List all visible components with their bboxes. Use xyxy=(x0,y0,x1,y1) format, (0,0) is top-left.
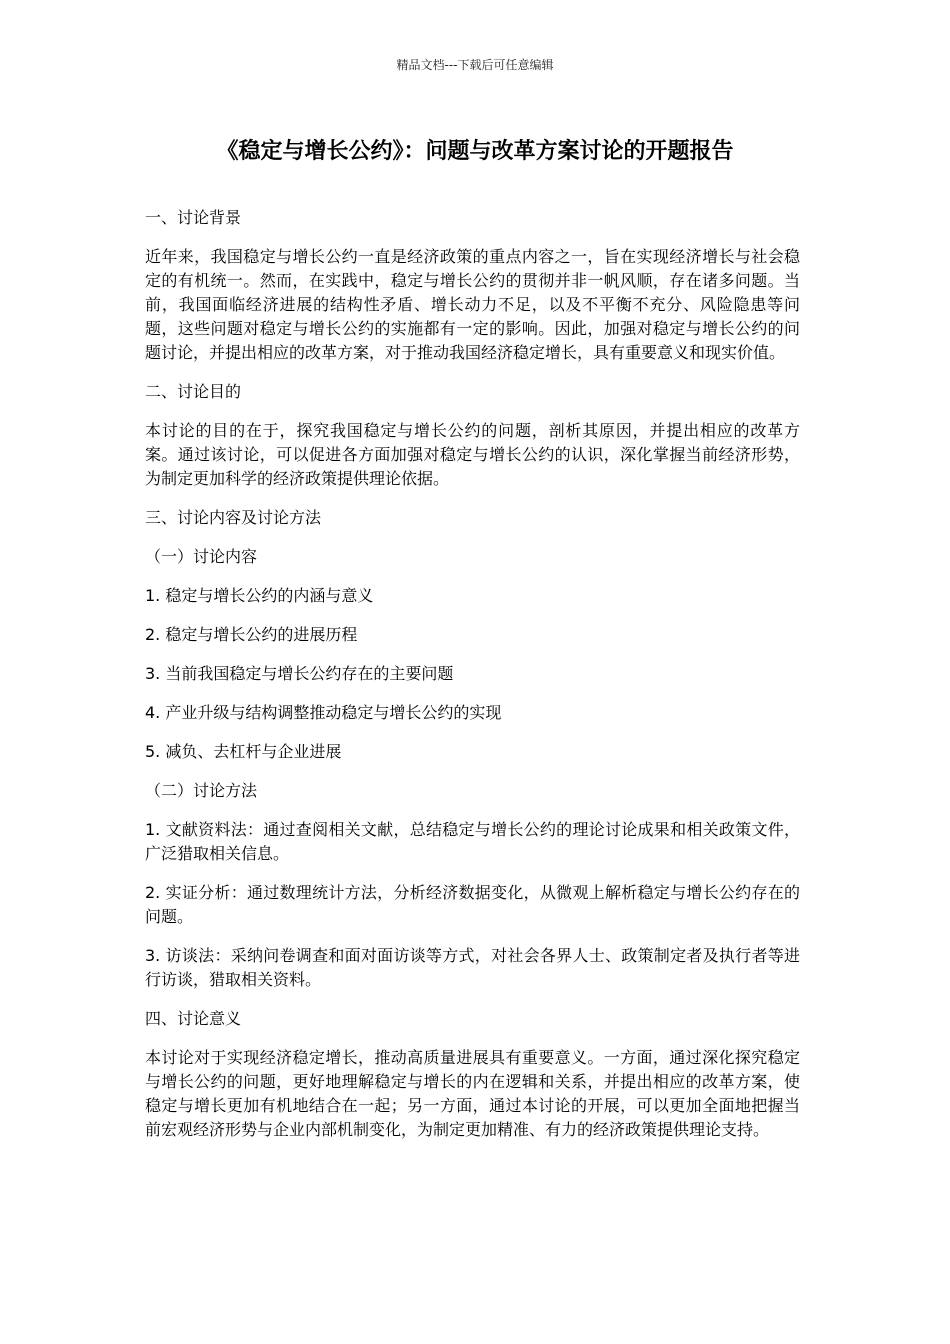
document-body xyxy=(145,206,800,1157)
header-note: 精品文档---下载后可任意编辑 xyxy=(396,58,554,72)
section-heading-significance: 四、讨论意义 xyxy=(145,1009,242,1028)
section-heading-purpose: 二、讨论目的 xyxy=(145,382,242,401)
paragraph-significance: 本讨论对于实现经济稳定增长，推动高质量进展具有重要意义。一方面，通过深化探究稳定与增长公约的问题，更好地理解稳定与增长的内在逻辑和关系，并提出相应的改革方案，使稳定与增长更加有机地结合在一起；另一方面，通过本讨论的开展，可以更加全面地把握当前宏观经济形势与企业内部机制变化，为制定更加精准、有力的经济政策提供理论支持。 xyxy=(145,1048,800,1139)
section-heading-content-method: 三、讨论内容及讨论方法 xyxy=(145,508,322,527)
content-list-item: 1. 稳定与增长公约的内涵与意义 xyxy=(145,586,374,605)
content-list-item: 4. 产业升级与结构调整推动稳定与增长公约的实现 xyxy=(145,703,502,722)
method-list-item: 3. 访谈法：采纳问卷调查和面对面访谈等方式，对社会各界人士、政策制定者及执行者等进行访谈，猎取相关资料。 xyxy=(145,946,800,989)
content-list-item: 3. 当前我国稳定与增长公约存在的主要问题 xyxy=(145,664,454,683)
subheading-content: （一）讨论内容 xyxy=(145,547,258,566)
content-list-item: 2. 稳定与增长公约的进展历程 xyxy=(145,625,358,644)
paragraph-purpose: 本讨论的目的在于，探究我国稳定与增长公约的问题，剖析其原因，并提出相应的改革方案。通过该讨论，可以促进各方面加强对稳定与增长公约的认识，深化掌握当前经济形势，为制定更加科学的经济政策提供理论依据。 xyxy=(145,421,800,488)
method-list-item: 2. 实证分析：通过数理统计方法，分析经济数据变化，从微观上解析稳定与增长公约存在的问题。 xyxy=(145,883,800,926)
method-list-item: 1. 文献资料法：通过查阅相关文献，总结稳定与增长公约的理论讨论成果和相关政策文件，广泛猎取相关信息。 xyxy=(145,820,800,863)
paragraph-background: 近年来，我国稳定与增长公约一直是经济政策的重点内容之一，旨在实现经济增长与社会稳定的有机统一。然而，在实践中，稳定与增长公约的贯彻并非一帆风顺，存在诸多问题。当前，我国面临经济进展的结构性矛盾、增长动力不足，以及不平衡不充分、风险隐患等问题，这些问题对稳定与增长公约的实施都有一定的影响。因此，加强对稳定与增长公约的问题讨论，并提出相应的改革方案，对于推动我国经济稳定增长，具有重要意义和现实价值。 xyxy=(145,247,800,362)
section-heading-background: 一、讨论背景 xyxy=(145,208,242,227)
document-title: 《稳定与增长公约》：问题与改革方案讨论的开题报告 xyxy=(216,139,734,164)
subheading-method: （二）讨论方法 xyxy=(145,781,258,800)
content-list-item: 5. 减负、去杠杆与企业进展 xyxy=(145,742,342,761)
